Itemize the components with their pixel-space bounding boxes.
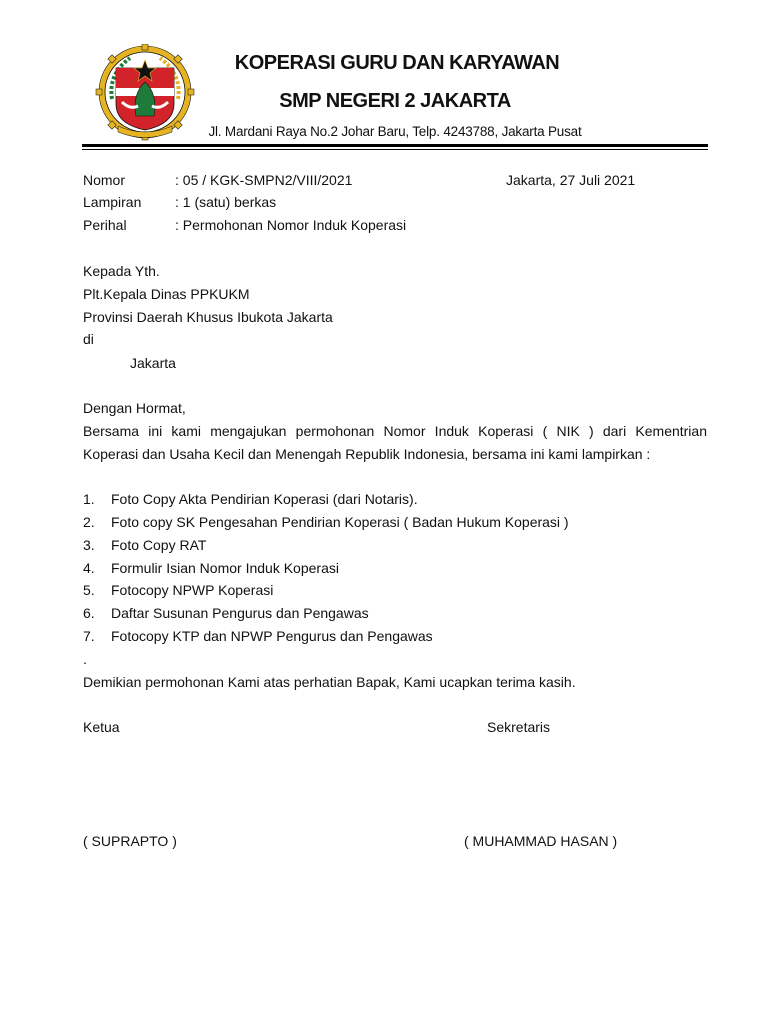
lampiran-value: : 1 (satu) berkas (175, 194, 277, 210)
list-item: Daftar Susunan Pengurus dan Pengawas (111, 605, 369, 621)
school-name: SMP NEGERI 2 JAKARTA (279, 90, 511, 112)
list-item-number: 2. (83, 514, 95, 530)
signature-left-name: ( SUPRAPTO ) (83, 833, 177, 849)
signature-right-name: ( MUHAMMAD HASAN ) (464, 833, 618, 849)
list-item: Fotocopy NPWP Koperasi (111, 582, 274, 598)
list-item-number: 3. (83, 537, 95, 553)
list-item: Foto Copy RAT (111, 537, 207, 553)
list-item: Foto copy SK Pengesahan Pendirian Koperasi ( Badan Hukum Koperasi ) (111, 514, 569, 530)
recipient-office: Plt.Kepala Dinas PPKUKM (83, 286, 250, 302)
letterhead-divider-thick (82, 144, 708, 147)
list-item-number: 5. (83, 582, 95, 598)
list-item-number: 7. (83, 628, 95, 644)
list-item-number: 6. (83, 605, 95, 621)
nomor-label: Nomor (83, 172, 126, 188)
greeting: Dengan Hormat, (83, 400, 186, 416)
list-item-number: 4. (83, 560, 95, 576)
recipient-province: Provinsi Daerah Khusus Ibukota Jakarta (83, 309, 333, 325)
address-line: Jl. Mardani Raya No.2 Johar Baru, Telp. 4243788, Jakarta Pusat (208, 124, 582, 139)
recipient-di: di (83, 331, 94, 347)
recipient-city: Jakarta (130, 355, 176, 371)
body-paragraph-line-2: Koperasi dan Usaha Kecil dan Menengah Republik Indonesia, bersama ini kami lampirkan : (83, 446, 651, 462)
stray-dot: . (83, 651, 87, 667)
lampiran-label: Lampiran (83, 194, 142, 210)
closing-sentence: Demikian permohonan Kami atas perhatian Bapak, Kami ucapkan terima kasih. (83, 674, 576, 690)
list-item: Fotocopy KTP dan NPWP Pengurus dan Pengawas (111, 628, 433, 644)
signature-left-title: Ketua (83, 719, 120, 735)
signature-right-title: Sekretaris (487, 719, 551, 735)
list-item: Formulir Isian Nomor Induk Koperasi (111, 560, 339, 576)
letterhead-divider-thin (82, 149, 708, 150)
nomor-value: : 05 / KGK-SMPN2/VIII/2021 (175, 172, 353, 188)
list-item: Foto Copy Akta Pendirian Koperasi (dari Notaris). (111, 491, 418, 507)
organization-name: KOPERASI GURU DAN KARYAWAN (234, 52, 560, 74)
perihal-label: Perihal (83, 217, 127, 233)
body-paragraph-line-1: Bersama ini kami mengajukan permohonan Nomor Induk Koperasi ( NIK ) dari Kementrian (83, 423, 707, 439)
list-item-number: 1. (83, 491, 95, 507)
letter-date: Jakarta, 27 Juli 2021 (506, 172, 636, 188)
perihal-value: : Permohonan Nomor Induk Koperasi (175, 217, 407, 233)
recipient-salutation: Kepada Yth. (83, 263, 160, 279)
